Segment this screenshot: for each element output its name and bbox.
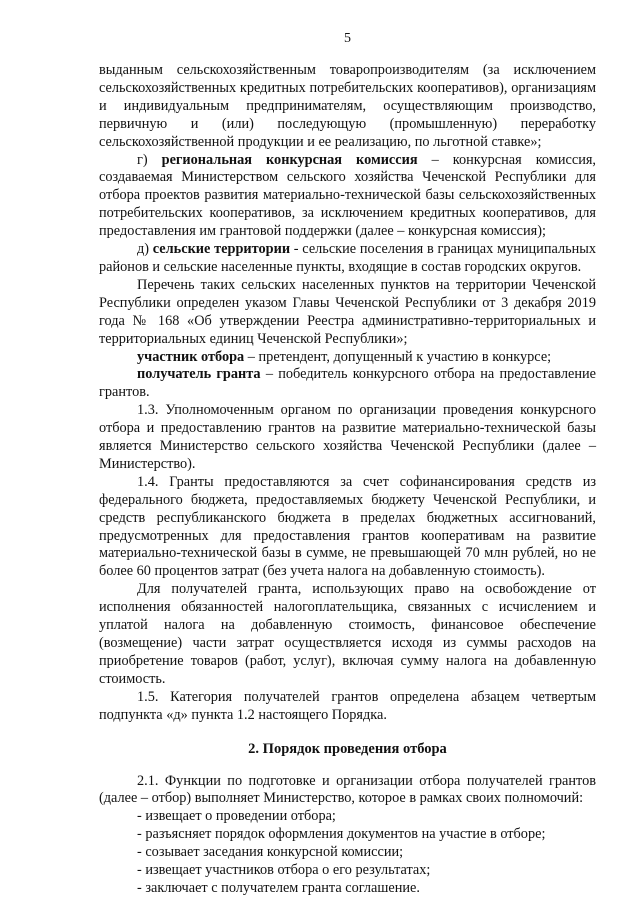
term-rural-territories: сельские территории bbox=[152, 241, 291, 258]
term-regional-commission: региональная конкурсная комиссия bbox=[161, 151, 418, 168]
definition-regional-commission: – конкурсная комиссия, создаваемая Министерством сельского хозяйства Чеченской Республики для отбора проектов развития материально-технической базы сельскохозяйственных потребительских кооперативов, за исключением кредитных кооперативов, для предоставления им грантовой поддержки (далее – конкурсная комиссия); bbox=[99, 151, 597, 240]
paragraph-1-4: 1.4. Гранты предоставляются за счет софинансирования средств из федерального бюджета, предоставляемых бюджету Чеченской Республики, и средств республиканского бюджета в пределах бюджетных ассигнований, предусмотренных для предоставления грантов кооперативам на развитие материально-технической базы в сумме, не превышающей 70 млн рублей, но не более 60 процентов затрат (без учета налога на добавленную стоимость). bbox=[99, 473, 596, 580]
definition-grant-recipient: – победитель конкурсного отбора на предоставление грантов. bbox=[99, 366, 596, 401]
item-letter-d: д) bbox=[137, 241, 153, 258]
definition-selection-participant: – претендент, допущенный к участию в конкурсе; bbox=[244, 348, 552, 365]
item-letter-g: г) bbox=[137, 151, 162, 168]
list-item: - извещает о проведении отбора; bbox=[137, 808, 336, 825]
paragraph-vat-exemption: Для получателей гранта, использующих право на освобождение от исполнения обязанностей налогоплательщика, связанных с исчислением и уплатой налога на добавленную стоимость, финансовое обеспечение (возмещение) части затрат осуществляется исходя из суммы расходов на приобретение товаров (работ, услуг), включая сумму налога на добавленную стоимость. bbox=[99, 581, 596, 687]
definition-rural-territories: - сельские поселения в границах муниципальных районов и сельские населенные пункты, входящие в состав городских округов. bbox=[99, 241, 597, 275]
list-item: - извещает участников отбора о его результатах; bbox=[137, 862, 431, 879]
section-heading-2: 2. Порядок проведения отбора bbox=[248, 740, 447, 757]
list-item: - разъясняет порядок оформления документов на участие в отборе; bbox=[137, 826, 546, 843]
list-item: - созывает заседания конкурсной комиссии; bbox=[137, 844, 404, 861]
paragraph-grant-recipient bbox=[99, 366, 596, 402]
page-number: 5 bbox=[344, 31, 351, 46]
paragraph-agricultural-producers: выданным сельскохозяйственным товаропроизводителям (за исключением сельскохозяйственных кредитных потребительских кооперативов), организациям и индивидуальным предпринимателям, осуществляющим производство, первичную и (или) последующую (промышленную) переработку сельскохозяйственной продукции и ее реализацию, по льготной ставке»; bbox=[99, 62, 596, 150]
list-item: - заключает с получателем гранта соглашение. bbox=[137, 879, 420, 896]
paragraph-selection-participant bbox=[99, 349, 596, 367]
term-selection-participant: участник отбора bbox=[137, 348, 245, 365]
term-grant-recipient: получатель гранта bbox=[137, 366, 261, 383]
paragraph-regional-commission bbox=[99, 152, 596, 242]
paragraph-2-1: 2.1. Функции по подготовке и организации отбора получателей грантов (далее – отбор) выполняет Министерство, которое в рамках своих полномочий: bbox=[99, 772, 596, 807]
paragraph-1-5: 1.5. Категория получателей грантов определена абзацем четвертым подпункта «д» пункта 1.2 настоящего Порядка. bbox=[99, 688, 596, 723]
paragraph-1-3: 1.3. Уполномоченным органом по организации проведения конкурсного отбора и предоставлению грантов на развитие материально-технической базы является Министерство сельского хозяйства Чеченской Республики (далее – Министерство). bbox=[99, 402, 596, 472]
document-page bbox=[99, 30, 596, 898]
paragraph-settlements-list: Перечень таких сельских населенных пунктов на территории Чеченской Республики определен указом Главы Чеченской Республики от 3 декабря 2019 года № 168 «Об утверждении Реестра административно-территориальных и территориальных единиц Чеченской Республики»; bbox=[99, 276, 596, 347]
paragraph-rural-territories bbox=[99, 241, 596, 277]
functions-list bbox=[99, 808, 596, 898]
